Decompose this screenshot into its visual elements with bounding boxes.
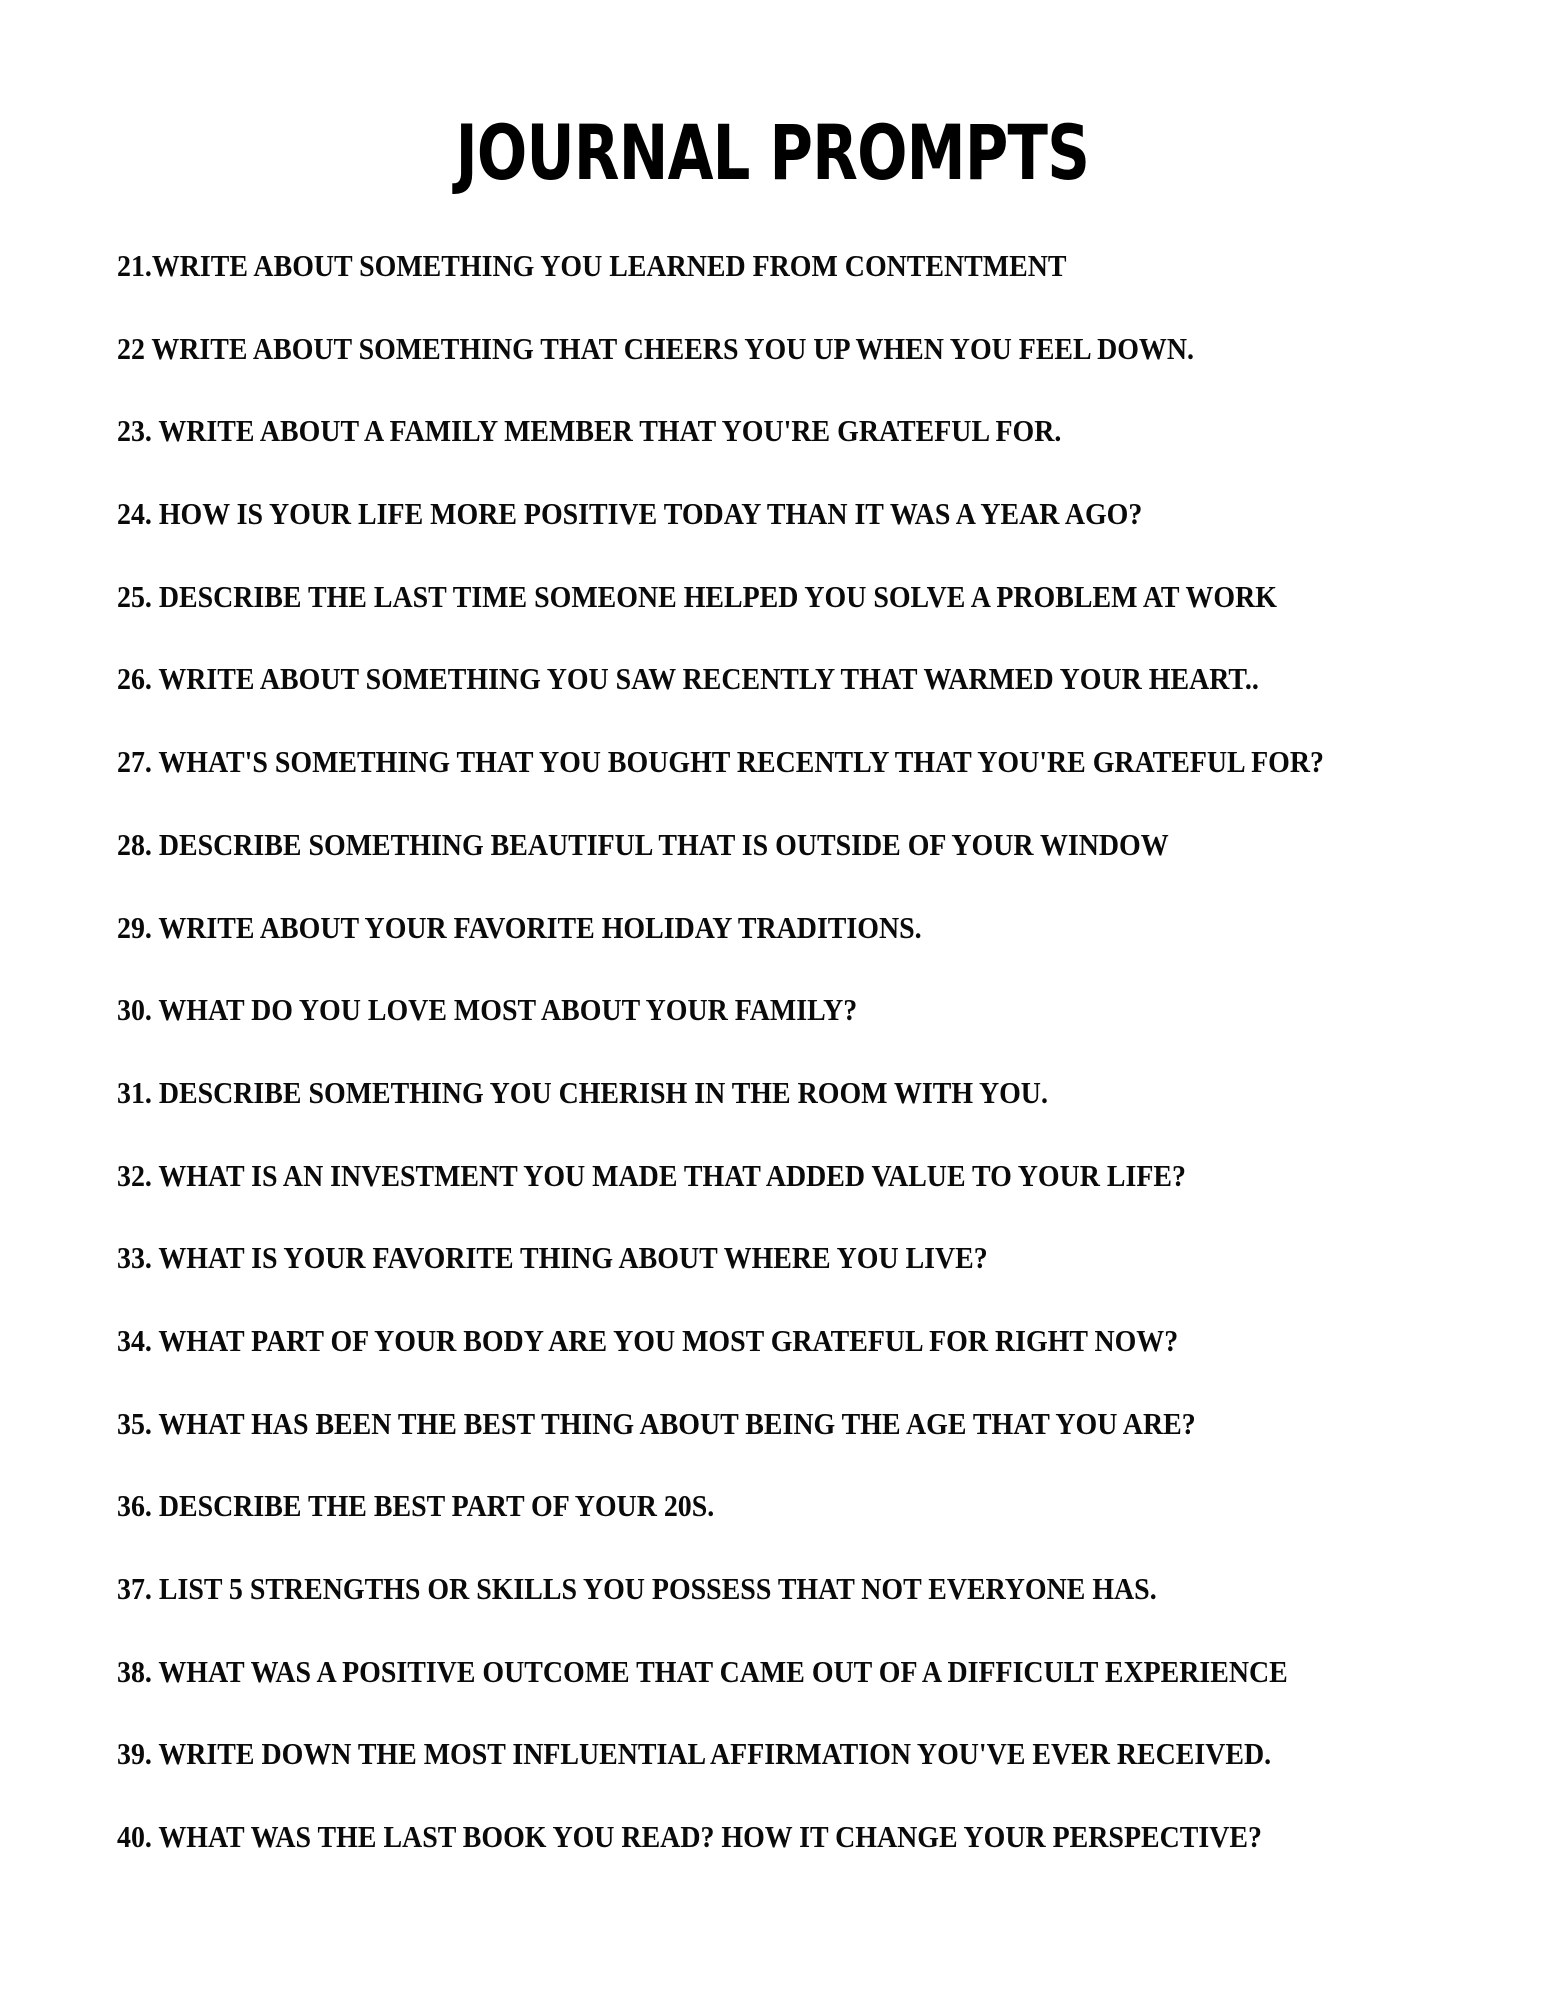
prompt-item: 30. WHAT DO YOU LOVE MOST ABOUT YOUR FAMILY? (117, 992, 858, 1028)
prompt-item: 23. WRITE ABOUT A FAMILY MEMBER THAT YOU'RE GRATEFUL FOR. (117, 413, 1062, 449)
prompt-item: 27. WHAT'S SOMETHING THAT YOU BOUGHT RECENTLY THAT YOU'RE GRATEFUL FOR? (117, 744, 1324, 780)
prompt-item: 31. DESCRIBE SOMETHING YOU CHERISH IN THE ROOM WITH YOU. (117, 1074, 1048, 1110)
prompt-item: 34. WHAT PART OF YOUR BODY ARE YOU MOST GRATEFUL FOR RIGHT NOW? (117, 1322, 1179, 1358)
prompt-item: 40. WHAT WAS THE LAST BOOK YOU READ? HOW IT CHANGE YOUR PERSPECTIVE? (117, 1819, 1262, 1855)
prompt-item: 21.WRITE ABOUT SOMETHING YOU LEARNED FROM CONTENTMENT (117, 248, 1067, 283)
page-title: JOURNAL PROMPTS (455, 108, 1090, 197)
prompt-item: 29. WRITE ABOUT YOUR FAVORITE HOLIDAY TRADITIONS. (117, 909, 922, 945)
prompt-item: 26. WRITE ABOUT SOMETHING YOU SAW RECENTLY THAT WARMED YOUR HEART.. (117, 661, 1259, 697)
prompt-item: 37. LIST 5 STRENGTHS OR SKILLS YOU POSSESS THAT NOT EVERYONE HAS. (117, 1571, 1157, 1606)
prompt-item: 25. DESCRIBE THE LAST TIME SOMEONE HELPED YOU SOLVE A PROBLEM AT WORK (117, 578, 1277, 614)
prompt-item: 38. WHAT WAS A POSITIVE OUTCOME THAT CAME OUT OF A DIFFICULT EXPERIENCE (117, 1653, 1288, 1689)
prompt-item: 28. DESCRIBE SOMETHING BEAUTIFUL THAT IS OUTSIDE OF YOUR WINDOW (117, 826, 1169, 862)
prompt-item: 22 WRITE ABOUT SOMETHING THAT CHEERS YOU UP WHEN YOU FEEL DOWN. (117, 330, 1194, 366)
prompt-item: 33. WHAT IS YOUR FAVORITE THING ABOUT WHERE YOU LIVE? (117, 1240, 988, 1276)
prompt-item: 24. HOW IS YOUR LIFE MORE POSITIVE TODAY THAN IT WAS A YEAR AGO? (117, 496, 1143, 532)
prompt-item: 35. WHAT HAS BEEN THE BEST THING ABOUT BEING THE AGE THAT YOU ARE? (117, 1405, 1196, 1441)
prompt-item: 32. WHAT IS AN INVESTMENT YOU MADE THAT ADDED VALUE TO YOUR LIFE? (117, 1157, 1186, 1193)
prompt-list (117, 246, 1517, 1900)
prompt-item: 36. DESCRIBE THE BEST PART OF YOUR 20S. (117, 1488, 715, 1524)
prompt-item: 39. WRITE DOWN THE MOST INFLUENTIAL AFFIRMATION YOU'VE EVER RECEIVED. (117, 1736, 1272, 1772)
